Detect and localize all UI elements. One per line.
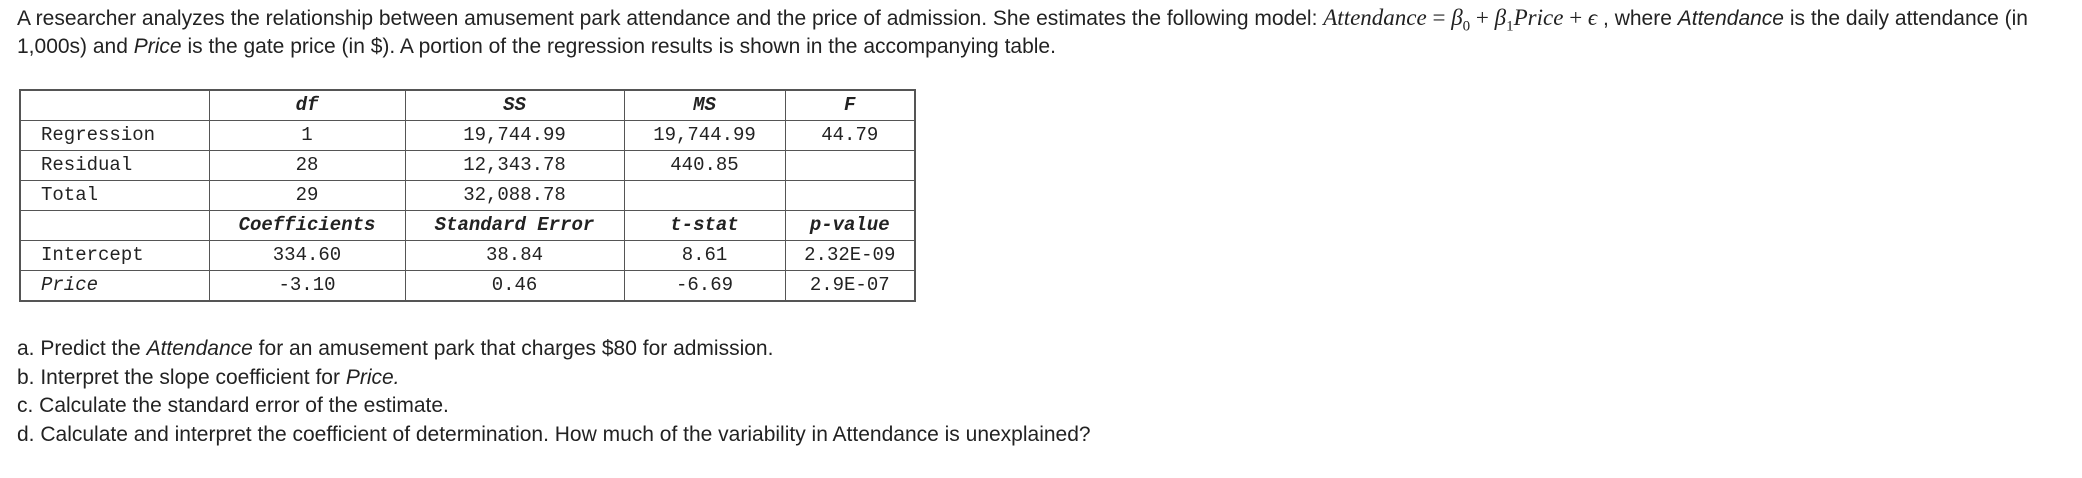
- question-a: a. Predict the Attendance for an amusement park that charges $80 for admission.: [17, 337, 774, 360]
- table-cell: 38.84: [405, 241, 624, 271]
- row-label: Total: [20, 181, 209, 211]
- table-cell: -3.10: [209, 271, 405, 302]
- table-cell: 19,744.99: [624, 121, 785, 151]
- row-label: Regression: [20, 121, 209, 151]
- table-cell: 32,088.78: [405, 181, 624, 211]
- header-cell-ms: MS: [624, 90, 785, 121]
- table-cell: 19,744.99: [405, 121, 624, 151]
- intro-text-1: A researcher analyzes the relationship between amusement park attendance and the price of admission. She estimates the following model:: [17, 7, 1324, 30]
- table-cell: [624, 181, 785, 211]
- table-cell: 44.79: [785, 121, 915, 151]
- table-cell: 1: [209, 121, 405, 151]
- row-label: Residual: [20, 151, 209, 181]
- header-cell-df: df: [209, 90, 405, 121]
- header-cell-coefficients: Coefficients: [209, 211, 405, 241]
- table-cell: 28: [209, 151, 405, 181]
- table-row: [20, 271, 915, 302]
- table-row: [20, 121, 915, 151]
- table-cell: 29: [209, 181, 405, 211]
- table-cell: 334.60: [209, 241, 405, 271]
- regression-results-table: [19, 89, 916, 302]
- question-d: d. Calculate and interpret the coefficient of determination. How much of the variability in Attendance is unexplained?: [17, 422, 1091, 446]
- table-cell: 2.9E-07: [785, 271, 915, 302]
- table-cell: 2.32E-09: [785, 241, 915, 271]
- header-cell-t-stat: t-stat: [624, 211, 785, 241]
- intro-text-2: , where: [1597, 7, 1678, 30]
- header-cell-ss: SS: [405, 90, 624, 121]
- table-cell: -6.69: [624, 271, 785, 302]
- row-label: Intercept: [20, 241, 209, 271]
- row-label: Price: [20, 271, 209, 302]
- table-cell: 8.61: [624, 241, 785, 271]
- intro-text-3: is the daily attendance (in 1,000s) and: [17, 7, 2028, 58]
- intro-text-4: is the gate price (in $). A portion of the regression results is shown in the accompanying table.: [181, 35, 1056, 58]
- coefficients-header-row: [20, 211, 915, 241]
- table-row: [20, 181, 915, 211]
- question-c: c. Calculate the standard error of the estimate.: [17, 394, 449, 417]
- question-b: b. Interpret the slope coefficient for Price.: [17, 365, 400, 389]
- problem-intro: [17, 4, 2067, 61]
- table-row: [20, 241, 915, 271]
- header-cell-f: F: [785, 90, 915, 121]
- header-cell: [20, 211, 209, 241]
- question-list: [17, 335, 1091, 449]
- table-cell: 440.85: [624, 151, 785, 181]
- table-cell: 0.46: [405, 271, 624, 302]
- header-cell-p-value: p-value: [785, 211, 915, 241]
- variable-price: Price: [133, 35, 182, 58]
- anova-header-row: [20, 90, 915, 121]
- header-cell-standard-error: Standard Error: [405, 211, 624, 241]
- table-row: [20, 151, 915, 181]
- table-cell: [785, 151, 915, 181]
- regression-model-equation: Attendance = $\beta_0$ + $\beta_1Price + \epsilon$: [1323, 5, 1598, 35]
- table-cell: 12,343.78: [405, 151, 624, 181]
- variable-attendance: Attendance: [1677, 7, 1784, 30]
- table-cell: [785, 181, 915, 211]
- header-cell: [20, 90, 209, 121]
